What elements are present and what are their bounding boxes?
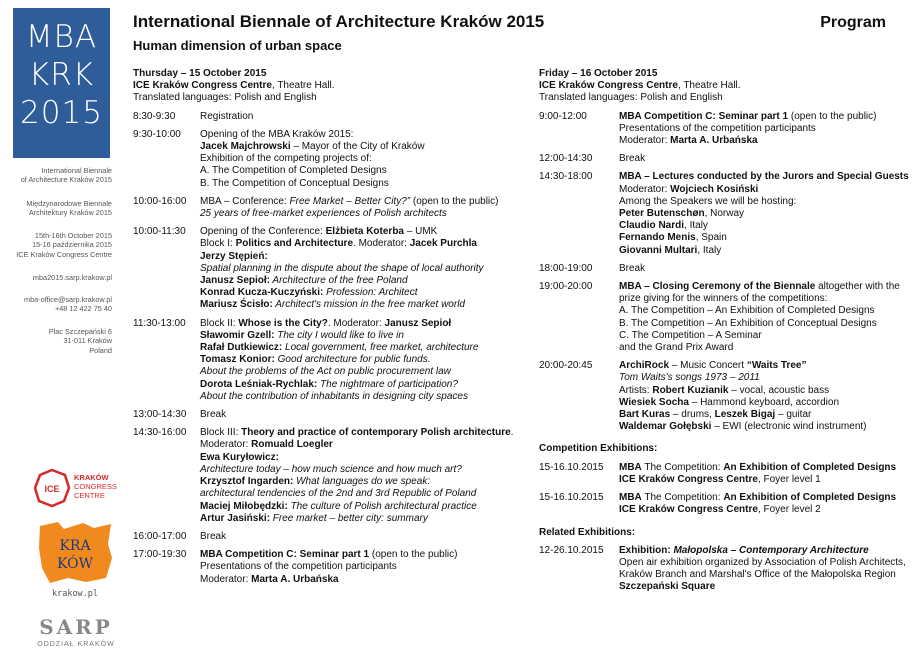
event-text: Block III: [200,427,242,439]
sarp-logo [36,613,116,651]
event-text: Registration [200,110,254,122]
schedule-row [133,226,523,311]
time-slot: 15-16.10.2015 [539,461,604,473]
speaker-name: Mariusz Ścisło: [200,299,273,311]
time-slot: 10:00-11:30 [133,226,186,238]
sarp-mark: SARP [39,615,113,639]
logo-line-2: KRK [28,57,95,93]
event-text: (open to the public) [410,195,499,207]
artist-name: Bart Kuras [619,409,671,421]
event-text: Exhibition: [619,544,674,556]
phone-number: +48 12 422 75 40 [54,304,112,314]
time-slot: 10:00-16:00 [133,195,187,207]
event-text: – Music Concert [669,360,747,372]
speaker-name: Giovanni Multari [619,244,698,256]
program-label: Program [820,14,886,31]
event-text: Break [619,262,646,274]
time-slot: 9:30-10:00 [133,128,181,140]
sarp-logo-graphic [36,613,116,651]
concert-title: “Waits Tree” [746,360,807,372]
address-line: 31-011 Kraków [63,336,112,346]
time-slot: 19:00-20:00 [539,281,593,293]
event-details [619,545,911,594]
event-text: (open to the public) [788,110,877,122]
venue: ICE Kraków Congress Centre [619,504,758,516]
ice-line: CONGRESS [74,482,117,491]
venue: ICE Kraków Congress Centre [539,80,678,92]
ice-logo-graphic [34,468,120,508]
schedule-row [133,318,523,403]
page-subtitle: Human dimension of urban space [133,38,342,53]
day-date: Thursday – 15 October 2015 [133,68,267,79]
time-slot: 17:00-19:30 [133,549,187,561]
event-details [619,281,911,354]
event-text: and the Grand Prix Award [619,342,734,354]
talk-title: Architecture today – how much science and how much art? [200,463,462,475]
exhibition-title: Małopolska – Contemporary Architecture [673,544,869,556]
website-text[interactable]: mba2015.sarp.krakow.pl [32,273,112,282]
exhibition-description: Open air exhibition organized by Association of Polish Architects, Kraków Branch and Marshal's Office of the Małopolska Region [619,556,906,581]
speaker-name: Peter Butenschøn [619,208,705,220]
krakow-logo-url: krakow.pl [51,589,99,599]
time-slot: 15-16.10.2015 [539,492,604,504]
event-details [200,318,523,403]
schedule-row [539,171,911,256]
address-line: Plac Szczepański 6 [48,327,112,336]
info-line: International Biennale [41,166,112,175]
krakow-logo-graphic [38,520,113,600]
schedule-row [133,196,523,220]
talk-title: About the problems of the Act on public procurement law [200,366,451,378]
speaker-name: Jacek Majchrowski [200,141,291,153]
event-text: Opening of the Conference: [200,226,326,238]
talk-title: Architecture of the free Poland [270,275,408,287]
event-details [200,549,523,586]
day-date: Friday – 16 October 2015 [539,68,658,79]
event-details [619,171,911,256]
time-slot: 16:00-17:00 [133,530,187,542]
time-slot: 9:00-12:00 [539,110,587,122]
friday-column [539,68,911,594]
schedule-row [133,531,523,543]
event-text: MBA [619,492,642,504]
event-dates [0,231,112,259]
speaker-name: Elżbieta Koterba [325,226,404,238]
time-slot: 18:00-19:00 [539,262,593,274]
talk-title: The city I would like to live in [274,329,404,341]
event-details [619,111,911,148]
event-text: B. The Competition of Conceptual Designs [200,177,389,189]
event-details [200,427,523,525]
talk-title: Local government, free market, architecture [282,342,479,354]
artist-name: Robert Kuzianik [652,384,729,396]
concert-subtitle: Tom Waits's songs 1973 – 2011 [619,372,760,384]
venue-hall: , Theatre Hall. [271,80,335,92]
related-exhibitions-heading: Related Exhibitions: [539,526,636,538]
ice-line: CENTRE [74,491,105,500]
moderator-name: Marta A. Urbańska [670,135,758,147]
speaker-name: Tomasz Konior: [200,354,275,366]
address-line: Poland [89,345,112,355]
event-details [200,129,523,190]
logo-line-1: MBA [25,19,98,55]
artist-role: – drums, [670,409,715,421]
venue-location: , Foyer level 1 [757,473,821,485]
info-line: Międzynarodowe Biennale [26,199,112,208]
exhibition-row [539,462,911,486]
event-text: Artists: [619,384,653,396]
event-text: Block I: [200,238,236,250]
event-title: MBA Competition C: Seminar part 1 [200,549,370,561]
exhibition-row [539,492,911,516]
time-slot: 8:30-9:30 [133,110,176,122]
event-text: MBA [619,461,642,473]
event-text: . Moderator: [200,427,514,451]
speaker-name: Rafał Dutkiewicz: [200,342,283,354]
event-title: ArchiRock [619,360,670,372]
moderator-name: Romuald Loegler [251,439,333,451]
competition-exhibitions-heading: Competition Exhibitions: [539,443,658,455]
info-line: 15th-16th October 2015 [34,231,112,240]
thursday-header [133,68,523,105]
speaker-name: Ewa Kuryłowicz: [200,451,279,463]
schedule-row [133,409,523,421]
event-text: MBA – Conference: [200,195,290,207]
speaker-name: Dorota Leśniak-Rychlak: [200,378,318,390]
ice-mark: ICE [44,484,60,494]
talk-title: What languages do we speak: [293,476,431,488]
block-title: Theory and practice of contemporary Polish architecture [241,427,511,439]
event-text: Presentations of the competition participants [619,122,816,134]
schedule-row [133,427,523,525]
exhibition-title: An Exhibition of Completed Designs [723,461,897,473]
artist-role: – EWI (electronic wind instrument) [711,421,867,433]
speaker-name: Konrad Kucza-Kuczyński: [200,287,324,299]
artist-name: Leszek Bigaj [714,409,776,421]
event-text: (open to the public) [369,549,458,561]
speaker-country: , Italy [684,220,708,232]
event-text: – UMK [404,226,438,238]
schedule-row [539,153,911,165]
event-text: altogether with the prize giving for the winners of the competitions: [619,281,900,305]
info-line: of Architecture Kraków 2015 [20,175,112,185]
krakow-city-logo [38,520,113,600]
email-link[interactable]: mba-office@sarp.krakow.pl [24,295,112,304]
talk-title: Spatial planning in the dispute about the shape of local authority [200,262,484,274]
speaker-name: Sławomir Gzell: [200,329,275,341]
speaker-country: , Spain [695,232,727,244]
event-name-pl [0,199,112,218]
event-text: Presentations of the competition participants [200,561,397,573]
event-text: Moderator: [619,183,671,195]
moderator-name: Wojciech Kosiński [670,183,759,195]
event-text: The Competition: [641,461,724,473]
event-title: MBA Competition C: Seminar part 1 [619,110,789,122]
event-text: Break [200,409,227,421]
event-details [200,226,523,311]
event-details [619,360,911,433]
languages-note: Translated languages: Polish and English [133,92,317,104]
venue-hall: , Theatre Hall. [677,80,741,92]
speaker-name: Maciej Miłobędzki: [200,500,288,512]
speaker-country: , Norway [704,208,745,220]
speaker-name: Krzysztof Ingarden: [200,476,294,488]
contact-info [0,295,112,314]
event-details [619,492,911,516]
time-slot: 12:00-14:30 [539,153,593,165]
event-title: MBA – Closing Ceremony of the Biennale [619,281,816,293]
event-text: . Moderator: [327,317,385,329]
thursday-column [133,68,523,586]
time-slot: 13:00-14:30 [133,409,187,421]
speaker-name: Jerzy Stępień: [200,250,268,262]
talk-title: Architect's mission in the free market world [272,299,465,311]
schedule-row [539,281,911,354]
speaker-name: Fernando Menis [619,232,696,244]
talk-title: About the contribution of inhabitants in designing city spaces [200,390,468,402]
event-text: Break [619,153,646,165]
time-slot: 14:30-18:00 [539,171,593,183]
event-text: – Mayor of the City of Kraków [290,141,425,153]
friday-header [539,68,911,105]
event-text: Moderator: [200,573,252,585]
event-text: A. The Competition – An Exhibition of Completed Designs [619,305,875,317]
event-text: Moderator: [619,135,671,147]
event-subtitle: 25 years of free-market experiences of Polish architects [200,208,447,220]
event-text: C. The Competition – A Seminar [619,329,762,341]
info-line: Architektury Kraków 2015 [28,208,112,218]
event-details [619,462,911,486]
event-text: Among the Speakers we will be hosting: [619,195,797,207]
schedule-row [133,549,523,586]
event-text: B. The Competition – An Exhibition of Conceptual Designs [619,317,877,329]
krakow-logo-line: KRA [59,538,91,554]
time-slot: 20:00-20:45 [539,360,593,372]
block-title: Whose is the City? [238,317,328,329]
krakow-logo-line: KÓW [57,556,93,572]
moderator-name: Marta A. Urbańska [251,573,339,585]
info-line: 15-16 października 2015 [32,240,112,250]
time-slot: 14:30-16:00 [133,427,187,439]
event-text: Opening of the MBA Kraków 2015: [200,128,354,140]
schedule-row [133,129,523,190]
schedule-row [133,111,523,123]
talk-title: Good architecture for public funds. [274,354,431,366]
schedule-row [539,111,911,148]
languages-note: Translated languages: Polish and English [539,92,723,104]
ice-line: KRAKÓW [74,473,109,482]
venue-location: , Foyer level 2 [757,504,821,516]
exhibition-row [539,545,911,594]
speaker-name: Artur Jasiński: [200,512,271,524]
talk-title: architectural tendencies of the 2nd and 3rd Republic of Poland [200,488,477,500]
time-slot: 11:30-13:00 [133,317,186,329]
moderator-name: Janusz Sepioł [384,317,452,329]
talk-title: Free market – better city: summary [270,512,428,524]
website-link[interactable] [0,273,112,282]
event-title: MBA – Lectures conducted by the Jurors and Special Guests [619,171,909,183]
event-text: . Moderator: [353,238,410,250]
speaker-name: Janusz Sepioł: [200,275,271,287]
ice-krakow-logo [34,468,120,508]
sarp-caption: ODDZIAŁ KRAKÓW [37,641,115,648]
event-text: A. The Competition of Completed Designs [200,165,387,177]
schedule-row [539,263,911,275]
event-title: Free Market – Better City?” [289,195,411,207]
artist-name: Wiesiek Socha [619,396,689,408]
venue: ICE Kraków Congress Centre [133,80,272,92]
event-text: Break [200,530,227,542]
talk-title: The nightmare of participation? [317,378,458,390]
artist-name: Waldemar Gołębski [619,421,712,433]
time-slot: 12-26.10.2015 [539,544,604,556]
artist-role: – guitar [775,409,812,421]
event-text: The Competition: [641,492,724,504]
speaker-country: , Italy [697,244,722,256]
event-name-en [0,166,112,185]
exhibition-title: An Exhibition of Completed Designs [723,492,897,504]
logo-line-3: 2015 [20,95,103,131]
event-text: Exhibition of the competing projects of: [200,153,372,165]
info-line: ICE Kraków Congress Centre [16,249,112,259]
sidebar [0,0,118,652]
artist-role: – vocal, acoustic bass [728,384,830,396]
event-details [200,196,523,220]
venue: ICE Kraków Congress Centre [619,473,758,485]
block-title: Politics and Architecture [235,238,354,250]
address [0,327,112,355]
talk-title: The culture of Polish architectural practice [287,500,477,512]
artist-role: – Hammond keyboard, accordion [688,396,840,408]
schedule-row [539,360,911,433]
mba-krk-2015-logo [13,8,110,158]
venue: Szczepański Square [619,581,716,593]
moderator-name: Jacek Purchla [409,238,477,250]
event-text: Block II: [200,317,239,329]
talk-title: Profession: Architect [323,287,418,299]
page-title: International Biennale of Architecture Kraków 2015 [133,12,545,31]
speaker-name: Claudio Nardi [619,220,685,232]
